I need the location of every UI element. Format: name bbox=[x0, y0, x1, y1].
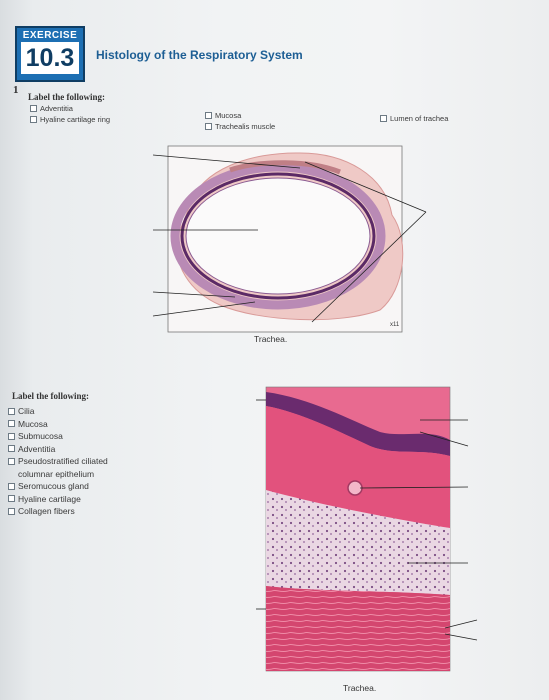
exercise-number: 10.3 bbox=[21, 42, 79, 74]
checkbox-option[interactable]: Mucosa bbox=[205, 110, 275, 121]
checkbox-option[interactable]: Trachealis muscle bbox=[205, 121, 275, 132]
figure1-caption: Trachea. bbox=[254, 334, 288, 344]
checkbox-option[interactable]: Adventitia bbox=[8, 443, 108, 456]
checkbox-option[interactable]: Pseudostratified ciliated bbox=[8, 455, 108, 468]
option-continuation: columnar epithelium bbox=[18, 468, 95, 479]
collagen-fibers bbox=[266, 586, 450, 671]
exercise-word: EXERCISE bbox=[22, 30, 78, 41]
checkbox-option[interactable]: Collagen fibers bbox=[8, 505, 108, 518]
checkbox-option[interactable]: Cilia bbox=[8, 405, 108, 418]
magnification-label: x11 bbox=[390, 322, 400, 328]
checkbox-option[interactable]: Hyaline cartilage ring bbox=[30, 114, 110, 125]
seromucous-gland bbox=[348, 481, 362, 495]
checkbox-option[interactable]: Seromucous gland bbox=[8, 480, 108, 493]
question-number: 1 bbox=[13, 84, 19, 96]
checkbox-option[interactable]: Mucosa bbox=[8, 418, 108, 431]
checkbox-option[interactable]: Hyaline cartilage bbox=[8, 493, 108, 506]
question1-prompt: Label the following: bbox=[28, 92, 106, 102]
checkbox-option[interactable]: Adventitia bbox=[30, 103, 110, 114]
question2-prompt: Label the following: bbox=[12, 391, 90, 401]
page-title: Histology of the Respiratory System bbox=[96, 48, 303, 62]
checkbox-option[interactable]: Submucosa bbox=[8, 430, 108, 443]
checkbox-option[interactable]: Lumen of trachea bbox=[380, 113, 448, 124]
figure2-caption: Trachea. bbox=[343, 683, 377, 693]
